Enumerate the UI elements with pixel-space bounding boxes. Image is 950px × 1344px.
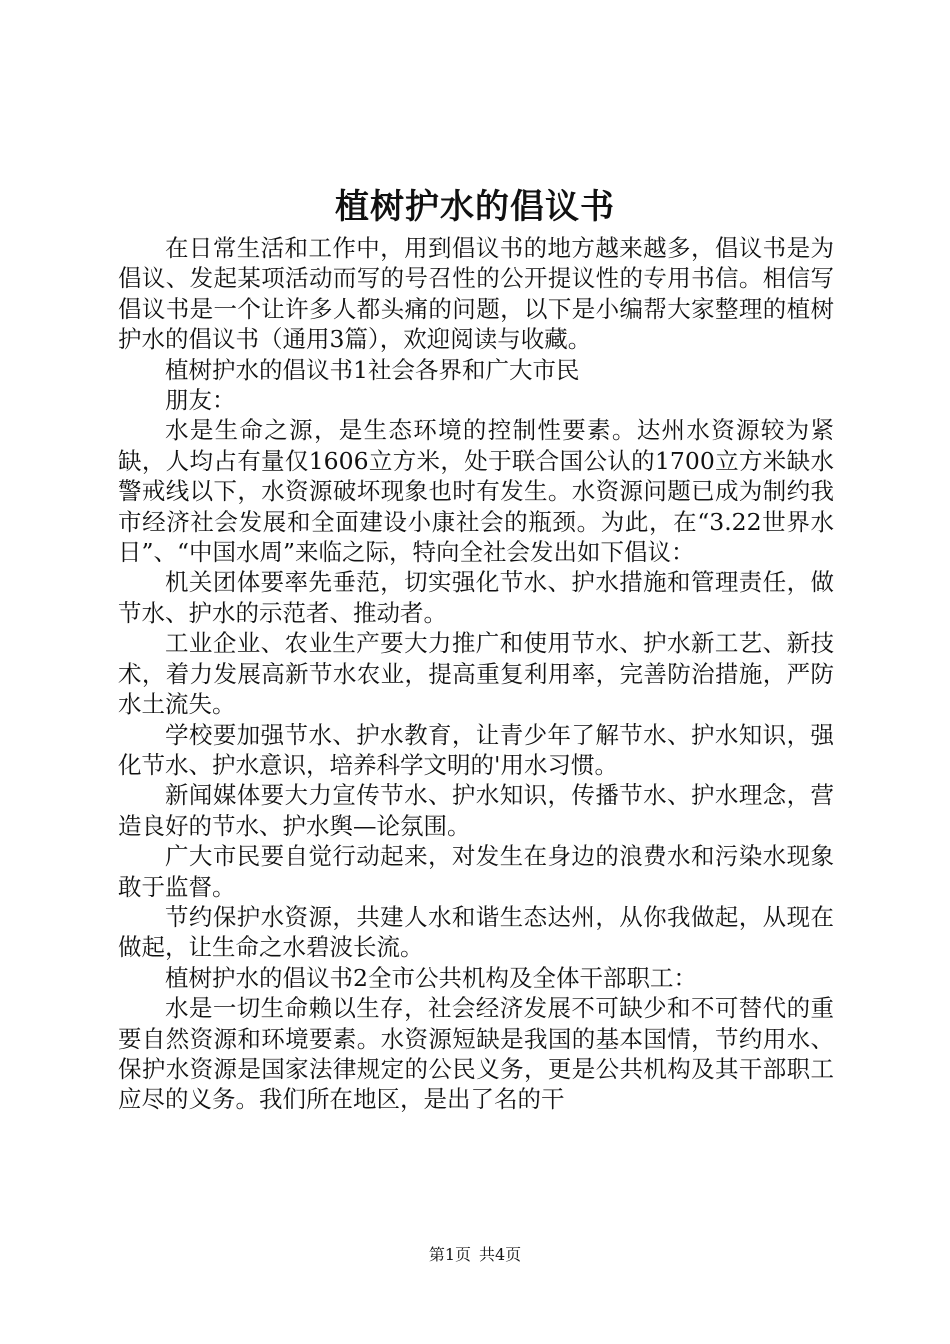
body-paragraph: 学校要加强节水、护水教育，让青少年了解节水、护水知识，强化节水、护水意识，培养科学文明的'用水习惯。 [118, 720, 834, 779]
salutation: 朋友： [165, 386, 236, 415]
body-paragraph: 节约保护水资源，共建人水和谐生态达州，从你我做起，从现在做起，让生命之水碧波长流。 [118, 902, 834, 962]
document-body [118, 233, 834, 1115]
document-title: 植树护水的倡议书 [335, 187, 615, 227]
body-paragraph: 广大市民要自觉行动起来，对发生在身边的浪费水和污染水现象敢于监督。 [118, 842, 834, 901]
body-paragraph: 机关团体要率先垂范，切实强化节水、护水措施和管理责任，做节水、护水的示范者、推动者。 [118, 568, 834, 627]
body-paragraph: 新闻媒体要大力宣传节水、护水知识，传播节水、护水理念，营造良好的节水、护水舆—论氛围。 [118, 781, 834, 840]
body-paragraph: 水是一切生命赖以生存，社会经济发展不可缺少和不可替代的重要自然资源和环境要素。水资源短缺是我国的基本国情，节约用水、保护水资源是国家法律规定的公民义务，更是公共机构及其干部职工应尽的义务。我们所在地区，是出了名的干 [118, 994, 834, 1114]
page-total: 共4页 [479, 1245, 522, 1264]
intro-paragraph: 在日常生活和工作中，用到倡议书的地方越来越多，倡议书是为倡议、发起某项活动而写的号召性的公开提议性的专用书信。相信写倡议书是一个让许多人都头痛的问题，以下是小编帮大家整理的植树护水的倡议书（通用3篇），欢迎阅读与收藏。 [118, 234, 834, 354]
page-footer [0, 1244, 950, 1266]
body-paragraph: 工业企业、农业生产要大力推广和使用节水、护水新工艺、新技术，着力发展高新节水农业，提高重复利用率，完善防治措施，严防水土流失。 [118, 629, 834, 719]
body-paragraph: 水是生命之源，是生态环境的控制性要素。达州水资源较为紧缺，人均占有量仅1606立方米，处于联合国公认的1700立方米缺水警戒线以下，水资源破坏现象也时有发生。水资源问题已成为制约我市经济社会发展和全面建设小康社会的瓶颈。为此，在“3.22世界水日”、“中国水周”来临之际，特向全社会发出如下倡议： [118, 416, 834, 567]
proposal-1-heading: 植树护水的倡议书1社会各界和广大市民 [165, 355, 580, 384]
proposal-2-heading: 植树护水的倡议书2全市公共机构及全体干部职工： [165, 963, 697, 992]
page-number: 第1页 [428, 1245, 471, 1264]
